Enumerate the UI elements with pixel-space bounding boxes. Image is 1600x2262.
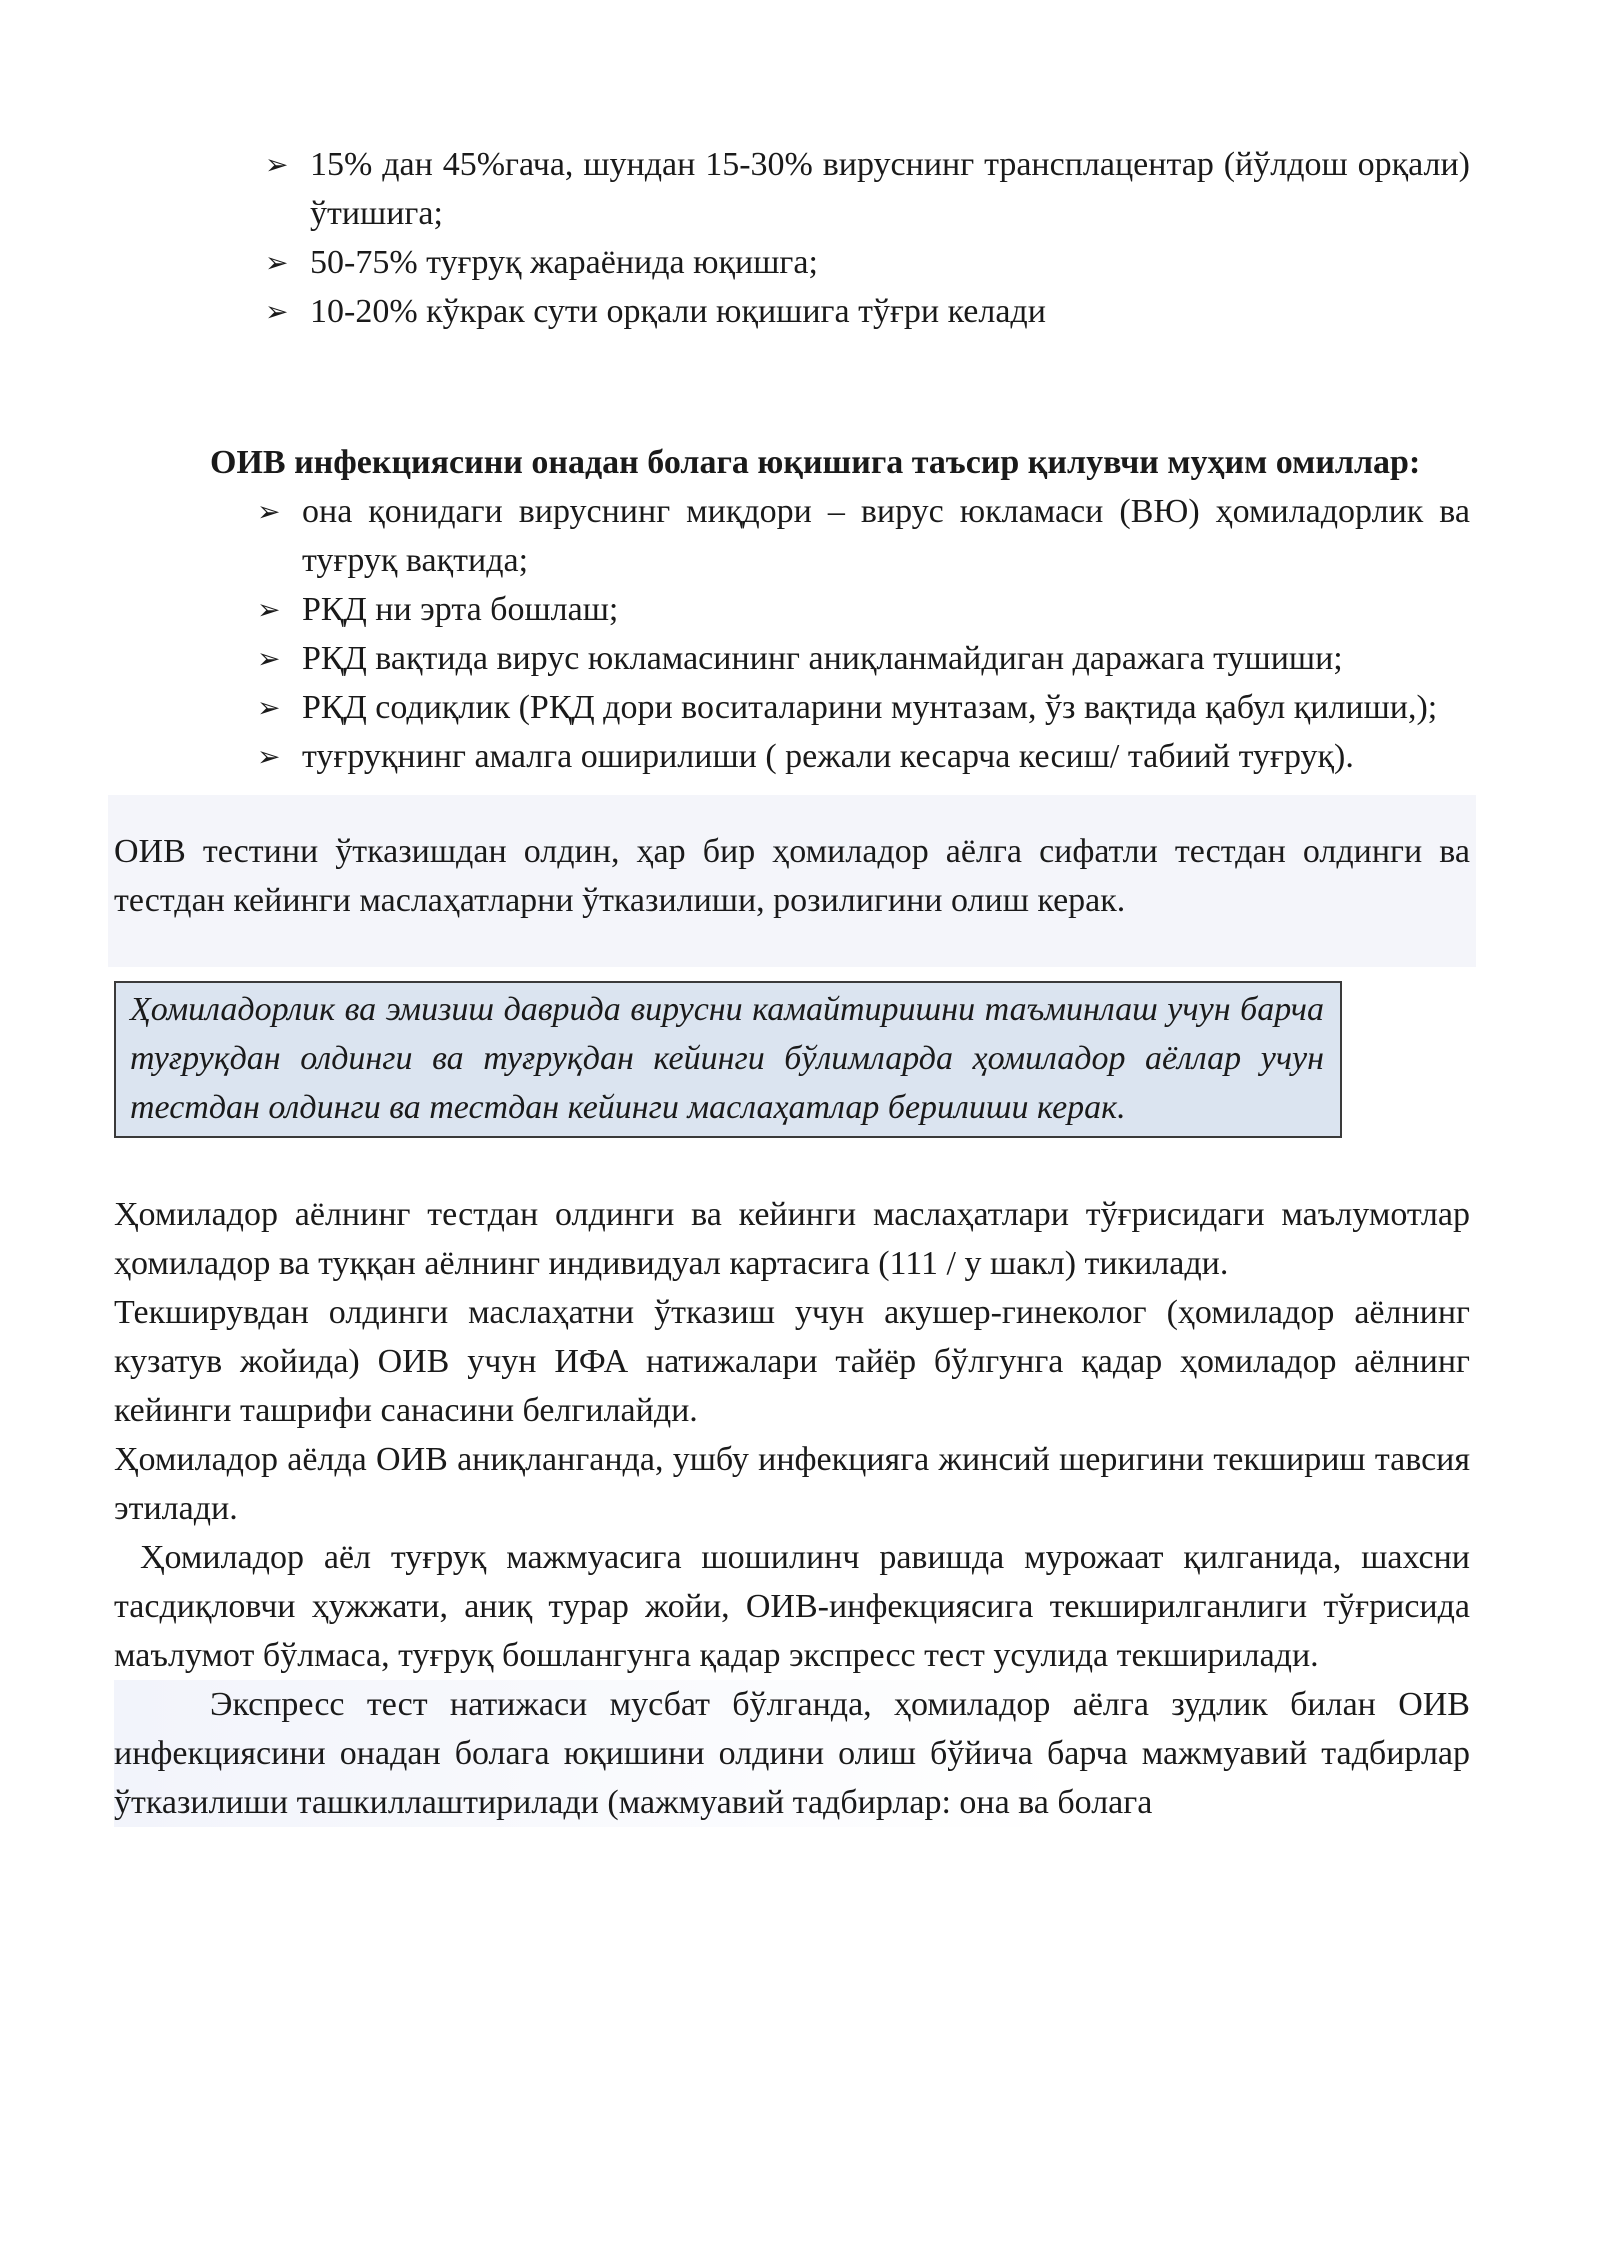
arrow-bullet-icon: ➢	[265, 295, 289, 328]
card-paragraph: Ҳомиладор аёлнинг тестдан олдинги ва кейинги маслаҳатлари тўғрисидаги маълумотлар ҳомиладор ва туққан аёлнинг индивидуал картасига (111 / у шакл) тикилади.	[114, 1196, 1470, 1282]
arrow-bullet-icon: ➢	[257, 495, 281, 528]
list-item: ➢ туғруқнинг амалга оширилиши ( режали кесарча кесиш/ табиий туғруқ).	[302, 732, 1470, 781]
list-item: ➢ 15% дан 45%гача, шундан 15-30% вируснинг трансплацентар (йўлдош орқали) ўтишига;	[310, 140, 1470, 238]
express-test-paragraph: Экспресс тест натижаси мусбат бўлганда, ҳомиладор аёлга зудлик билан ОИВ инфекциясини онадан болага юқишини олдини олиш бўйича барча мажмуавий тадбирлар ўтказилиши ташкиллаштирилади (мажмуавий тадбирлар: она ва болага	[114, 1680, 1470, 1827]
arrow-bullet-icon: ➢	[257, 593, 281, 626]
emergency-paragraph: Ҳомиладор аёл туғруқ мажмуасига шошилинч равишда мурожаат қилганида, шахсни тасдиқловчи ҳужжати, аниқ турар жойи, ОИВ-инфекциясига текширилганлиги тўғрисида маълумот бўлмаса, туғруқ бошлангунга қадар экспресс тест усулида текширилади.	[114, 1539, 1470, 1674]
transmission-rates-list	[265, 140, 1470, 336]
arrow-bullet-icon: ➢	[265, 148, 289, 181]
list-item: ➢ РҚД ни эрта бошлаш;	[302, 585, 1470, 634]
highlight-box-wrapper	[114, 981, 1470, 1138]
list-item: ➢ РҚД содиқлик (РҚД дори воситаларини мунтазам, ўз вақтида қабул қилиши,);	[302, 683, 1470, 732]
highlight-box	[114, 981, 1342, 1138]
arrow-bullet-icon: ➢	[265, 246, 289, 279]
arrow-bullet-icon: ➢	[257, 740, 281, 773]
section-heading: ОИВ инфекциясини онадан болага юқишига таъсир қилувчи муҳим омиллар:	[210, 444, 1421, 481]
document-page	[114, 140, 1470, 1827]
risk-factors-list	[257, 487, 1470, 781]
list-item: ➢ 10-20% кўкрак сути орқали юқишига тўғри келади	[310, 287, 1470, 336]
arrow-bullet-icon: ➢	[257, 642, 281, 675]
counselling-paragraph: ОИВ тестини ўтказишдан олдин, ҳар бир ҳомиладор аёлга сифатли тестдан олдинги ва тестдан кейинги маслаҳатларни ўтказилиши, розилигини олиш керак.	[114, 833, 1470, 919]
highlight-box-text: Ҳомиладорлик ва эмизиш даврида вирусни камайтиришни таъминлаш учун барча туғруқдан олдинги ва туғруқдан кейинги бўлимларда ҳомиладор аёллар учун тестдан олдинги ва тестдан кейинги маслаҳатлар берилиши керак.	[130, 991, 1324, 1126]
arrow-bullet-icon: ➢	[257, 691, 281, 724]
list-item: ➢ она қонидаги вируснинг миқдори – вирус юкламаси (ВЮ) ҳомиладорлик ва туғруқ вақтида;	[302, 487, 1470, 585]
partner-paragraph: Ҳомиладор аёлда ОИВ аниқланганда, ушбу инфекцияга жинсий шеригини текшириш тавсия этилади.	[114, 1441, 1470, 1527]
exam-paragraph: Текширувдан олдинги маслаҳатни ўтказиш учун акушер-гинеколог (ҳомиладор аёлнинг кузатув жойида) ОИВ учун ИФА натижалари тайёр бўлгунга қадар ҳомиладор аёлнинг кейинги ташрифи санасини белгилайди.	[114, 1294, 1470, 1429]
list-item: ➢ 50-75% туғруқ жараёнида юқишга;	[310, 238, 1470, 287]
list-item: ➢ РҚД вақтида вирус юкламасининг аниқланмайдиган даражага тушиши;	[302, 634, 1470, 683]
counselling-paragraph-block	[108, 795, 1476, 967]
